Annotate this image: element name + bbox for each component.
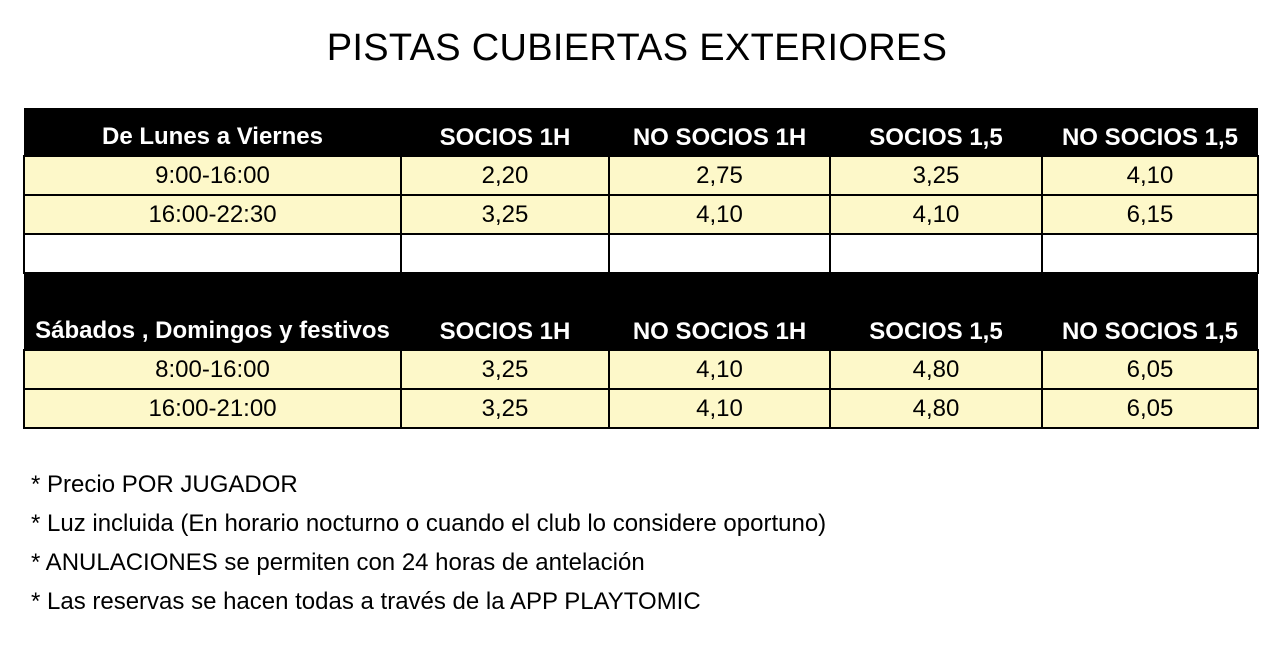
note-reservations-app: * Las reservas se hacen todas a través de la APP PLAYTOMIC: [31, 588, 701, 615]
table-row: [24, 389, 1258, 428]
header-cell-no-socios-1-5: NO SOCIOS 1,5: [1042, 108, 1258, 156]
empty-cell: [401, 234, 609, 273]
price-cell: 3,25: [401, 195, 609, 234]
time-slot-cell: 16:00-22:30: [24, 195, 401, 234]
header-cell-no-socios-1-5: NO SOCIOS 1,5: [1042, 273, 1258, 350]
price-cell: 4,80: [830, 350, 1042, 389]
price-cell: 6,15: [1042, 195, 1258, 234]
weekend-header-row: [24, 273, 1258, 350]
table-row: [24, 195, 1258, 234]
header-cell-schedule: Sábados , Domingos y festivos: [24, 273, 401, 350]
price-cell: 4,10: [1042, 156, 1258, 195]
price-cell: 4,80: [830, 389, 1042, 428]
note-cancellations: * ANULACIONES se permiten con 24 horas de antelación: [31, 549, 645, 576]
header-cell-schedule: De Lunes a Viernes: [24, 108, 401, 156]
header-cell-socios-1-5: SOCIOS 1,5: [830, 273, 1042, 350]
price-table: [23, 108, 1259, 429]
header-cell-socios-1-5: SOCIOS 1,5: [830, 108, 1042, 156]
empty-cell: [1042, 234, 1258, 273]
empty-cell: [24, 234, 401, 273]
page-title: PISTAS CUBIERTAS EXTERIORES: [326, 27, 948, 69]
header-cell-no-socios-1h: NO SOCIOS 1H: [609, 273, 830, 350]
empty-cell: [609, 234, 830, 273]
price-cell: 3,25: [401, 350, 609, 389]
price-cell: 4,10: [609, 195, 830, 234]
table-row: [24, 350, 1258, 389]
spacer-row: [24, 234, 1258, 273]
price-cell: 2,75: [609, 156, 830, 195]
time-slot-cell: 16:00-21:00: [24, 389, 401, 428]
header-cell-socios-1h: SOCIOS 1H: [401, 273, 609, 350]
price-cell: 4,10: [830, 195, 1042, 234]
time-slot-cell: 9:00-16:00: [24, 156, 401, 195]
header-cell-socios-1h: SOCIOS 1H: [401, 108, 609, 156]
price-cell: 4,10: [609, 350, 830, 389]
price-cell: 6,05: [1042, 350, 1258, 389]
note-light-included: * Luz incluida (En horario nocturno o cuando el club lo considere oportuno): [31, 510, 827, 537]
time-slot-cell: 8:00-16:00: [24, 350, 401, 389]
price-cell: 4,10: [609, 389, 830, 428]
price-cell: 6,05: [1042, 389, 1258, 428]
price-cell: 3,25: [401, 389, 609, 428]
empty-cell: [830, 234, 1042, 273]
weekday-header-row: [24, 108, 1258, 156]
price-cell: 3,25: [830, 156, 1042, 195]
header-cell-no-socios-1h: NO SOCIOS 1H: [609, 108, 830, 156]
note-price-per-player: * Precio POR JUGADOR: [31, 471, 298, 498]
price-cell: 2,20: [401, 156, 609, 195]
table-row: [24, 156, 1258, 195]
notes-list: [31, 469, 826, 625]
